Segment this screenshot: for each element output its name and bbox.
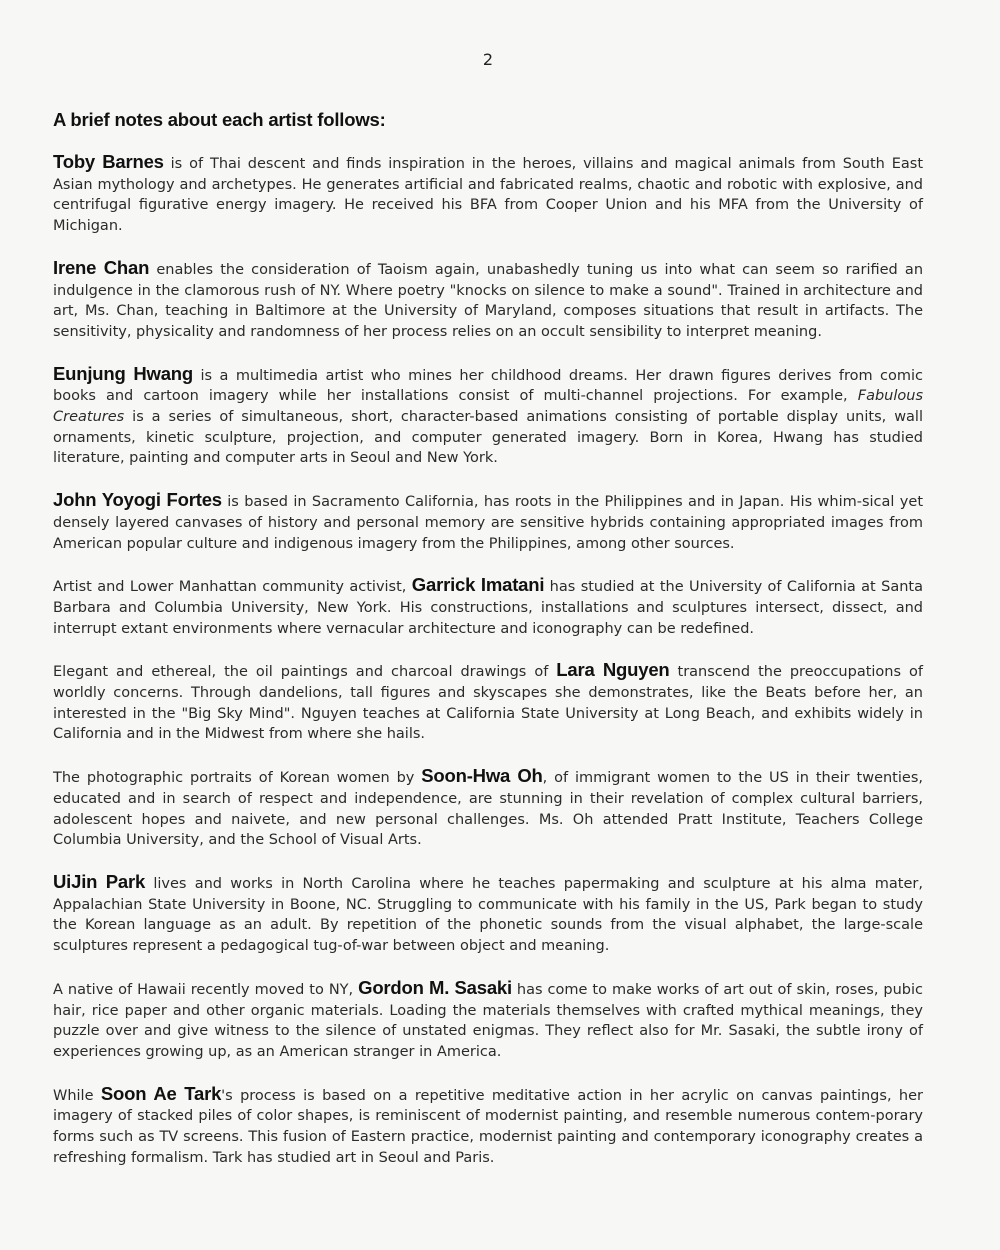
artist-name: Eunjung Hwang [53, 362, 194, 384]
artist-name: Toby Barnes [53, 151, 164, 172]
artist-paragraph-nguyen: Elegant and ethereal, the oil paintings and charcoal drawings of Lara Nguyen transcend the preoccupations of worldly concerns. Through dandelions, tall figures and skyscapes she demonstrates, like the Beats before her, an interested in the "Big Sky Mind". Nguyen teaches at California State University at Long Beach, and exhibits widely in California and in the Midwest from where she hails. [53, 659, 923, 743]
artist-paragraph-barnes: Toby Barnes is of Thai descent and finds inspiration in the heroes, villains and magical animals from South East Asian mythology and archetypes. He generates artificial and fabricated realms, chaotic and robotic with explosive, and centrifugal figurative energy imagery. He received his BFA from Cooper Union and his MFA from the University of Michigan. [53, 151, 924, 235]
artist-name: Soon-Hwa Oh [421, 765, 543, 787]
artist-notes [53, 108, 923, 1189]
artist-paragraph-fortes: John Yoyogi Fortes is based in Sacramento California, has roots in the Philippines and in Japan. His whim-sical yet densely layered canvases of history and personal memory are sensitive hybrids containing appropriated images from American popular culture and indigenous imagery from the Philippines, among other sources. [53, 489, 923, 552]
artist-name: Irene Chan [53, 256, 150, 278]
artist-name: UiJin Park [53, 870, 146, 892]
artist-paragraph-chan: Irene Chan enables the consideration of Taoism again, unabashedly tuning us into what can seem so rarified an indulgence in the clamorous rush of NY. Where poetry "knocks on silence to make a sound". Trained in architecture and art, Ms. Chan, teaching in Baltimore at the University of Maryland, composes situations that result in artifacts. The sensitivity, physicality and randomness of her process relies on an occult sensibility to interpret meaning. [53, 256, 924, 340]
artwork-title: Fabulous Creatures [53, 388, 923, 426]
artist-paragraph-tark: While Soon Ae Tark's process is based on a repetitive meditative action in her acrylic on canvas paintings, her imagery of stacked piles of color shapes, is reminiscent of modernist painting, and resemble numerous contem-porary forms such as TV screens. This fusion of Eastern practice, modernist painting and contemporary iconography creates a refreshing formalism. Tark has studied art in Seoul and Paris. [53, 1082, 923, 1166]
artist-paragraph-hwang: Eunjung Hwang is a multimedia artist who mines her childhood dreams. Her drawn figures derives from comic books and cartoon imagery while her installations consist of multi-channel projections. For example, Fabulous Creatures is a series of simultaneous, short, character-based animations consisting of portable display units, wall ornaments, kinetic sculpture, projection, and computer generated imagery. Born in Korea, Hwang has studied literature, painting and computer arts in Seoul and New York. [53, 362, 923, 467]
artist-name: Gordon M. Sasaki [358, 976, 512, 998]
artist-paragraph-imatani: Artist and Lower Manhattan community activist, Garrick Imatani has studied at the University of California at Santa Barbara and Columbia University, New York. His constructions, installations and sculptures intersect, dissect, and interrupt extant environments where vernacular architecture and iconography can be redefined. [53, 574, 923, 637]
artist-paragraph-park: UiJin Park lives and works in North Carolina where he teaches papermaking and sculpture at his alma mater, Appalachian State University in Boone, NC. Struggling to communicate with his family in the US, Park began to study the Korean language as an adult. By repetition of the phonetic sounds from the visual alphabet, the large-scale sculptures represent a pedagogical tug-of-war between object and meaning. [53, 870, 923, 955]
artist-paragraph-oh: The photographic portraits of Korean women by Soon-Hwa Oh, of immigrant women to the US in their twenties, educated and in search of respect and independence, are stunning in their revelation of complex cultural barriers, adolescent hopes and naivete, and new personal challenges. Ms. Oh attended Pratt Institute, Teachers College Columbia University, and the School of Visual Arts. [53, 765, 923, 849]
section-heading: A brief notes about each artist follows: [53, 109, 386, 130]
artist-name: Lara Nguyen [556, 659, 670, 681]
artist-paragraph-sasaki: A native of Hawaii recently moved to NY, Gordon M. Sasaki has come to make works of art out of skin, roses, pubic hair, rice paper and other organic materials. Loading the materials themselves with crafted mythical meanings, they puzzle over and give witness to the silence of unstated enigmas. They reflect also for Mr. Sasaki, the subtle irony of experiences growing up, as an American stranger in America. [53, 976, 924, 1060]
page-number: 2 [482, 50, 494, 69]
artist-name: Garrick Imatani [411, 574, 545, 596]
artist-name: John Yoyogi Fortes [53, 489, 222, 511]
artist-name: Soon Ae Tark [100, 1082, 222, 1104]
